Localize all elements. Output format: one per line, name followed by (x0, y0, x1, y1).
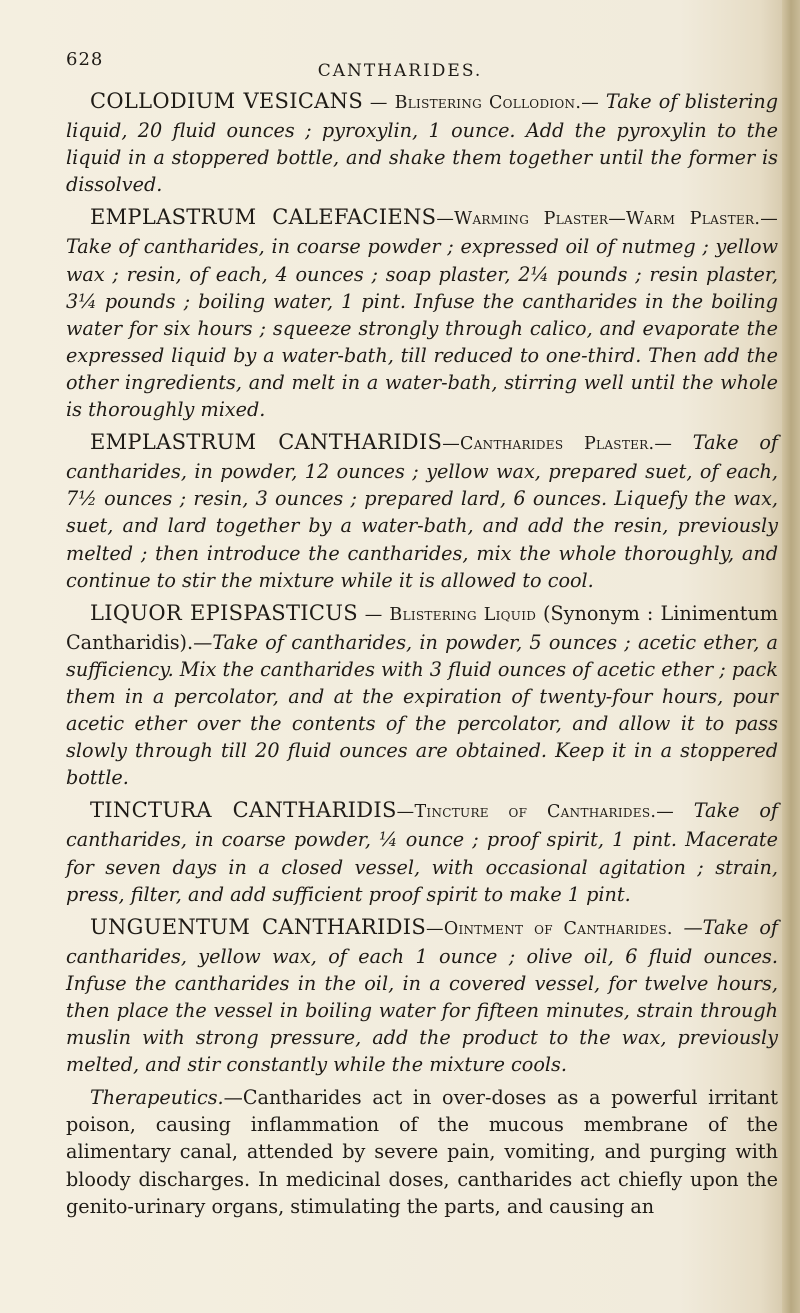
entry-body: Take of cantharides, in coarse powder ; expressed oil of nutmeg ; yellow wax ; resin, of each, 4 ounces ; soap plaster, 2¼ pounds ; resin plaster, 3¼ pounds ; boiling water, 1 pint. Infuse the cantharides in the boiling water for six hours ; squeeze strongly through calico, and evaporate the expressed liquid by a water-bath, till reduced to one-third. Then add the other ingredients, and melt in a water-bath, stirring well until the whole is thoroughly mixed. (66, 235, 778, 422)
entry-subtitle: — Blistering Collodion.— (363, 93, 606, 113)
entry-liquor-epispasticus (66, 600, 778, 792)
entry-unguentum-cantharidis (66, 914, 778, 1079)
entry-subtitle: — Blistering Liquid (357, 604, 544, 625)
entry-collodium-vesicans (66, 88, 778, 198)
entry-body: Take of cantharides, in powder, 12 ounces ; yellow wax, prepared suet, of each, 7½ ounces ; resin, 3 ounces ; prepared lard, 6 ounces. Liquefy the wax, suet, and lard together by a water-bath, and add the resin, previously melted ; then introduce the cantharides, mix the whole thoroughly, and continue to stir the mixture while it is allowed to cool. (66, 431, 778, 592)
running-head: CANTHARIDES. (317, 61, 483, 81)
entry-emplastrum-cantharidis (66, 429, 778, 594)
page-number: 628 (66, 49, 104, 70)
entry-subtitle: —Warming Plaster—Warm Plaster.— (436, 209, 778, 230)
entry-heading: COLLODIUM VESICANS (90, 89, 364, 113)
therapeutics-label: Therapeutics. (90, 1086, 224, 1110)
entry-heading: EMPLASTRUM CANTHARIDIS (90, 430, 443, 455)
entry-subtitle: —Tincture of Cantharides.— (396, 802, 694, 823)
entry-subtitle: —Ointment of Cantharides. (426, 918, 684, 939)
entry-body: —Take of cantharides, in powder, 5 ounces ; acetic ether, a sufficiency. Mix the cantharides with 3 fluid ounces of acetic ether ; pack them in a percolator, and at the expiration of twenty-four hours, pour acetic ether over the contents of the percolator, and allow it to pass slowly through till 20 fluid ounces are obtained. Keep it in a stoppered bottle. (66, 630, 778, 790)
entry-heading: EMPLASTRUM CALEFACIENS (90, 205, 437, 230)
entry-synonym: (Synonym : Linimentum Cantharidis). (66, 601, 778, 654)
entry-body: Take of blistering liquid, 20 fluid ounces ; pyroxylin, 1 ounce. Add the pyroxylin to the liquid in a stoppered bottle, and shake them together until the former is dissolved. (66, 90, 778, 197)
entry-subtitle: —Cantharides Plaster.— (442, 434, 693, 455)
entry-heading: TINCTURA CANTHARIDIS (90, 798, 397, 823)
entry-body: Take of cantharides, in coarse powder, ¼ ounce ; proof spirit, 1 pint. Macerate for seven days in a closed vessel, with occasional agitation ; strain, press, filter, and add sufficient proof spirit to make 1 pint. (66, 799, 779, 906)
entry-emplastrum-calefaciens (66, 204, 778, 423)
page-edge-shadow (782, 0, 800, 1313)
page-content (66, 88, 778, 1226)
therapeutics-text: —Cantharides act in over-doses as a powerful irritant poison, causing inflammation of the mucous membrane of the alimentary canal, attended by severe pain, vomiting, and purging with bloody discharges. In medicinal doses, cantharides act chiefly upon the genito-urinary organs, stimulating the parts, and causing an (66, 1086, 778, 1218)
therapeutics-paragraph (66, 1084, 778, 1219)
entry-heading: UNGUENTUM CANTHARIDIS (90, 914, 427, 939)
entry-heading: LIQUOR EPISPASTICUS (90, 600, 358, 625)
entry-tinctura-cantharidis (66, 797, 778, 907)
entry-body: —Take of cantharides, yellow wax, of each 1 ounce ; olive oil, 6 fluid ounces. Infuse the cantharides in the oil, in a covered vessel, for twelve hours, then place the vessel in boiling water for fifteen minutes, strain through muslin with strong pressure, add the product to the wax, previously melted, and stir constantly while the mixture cools. (66, 915, 779, 1077)
